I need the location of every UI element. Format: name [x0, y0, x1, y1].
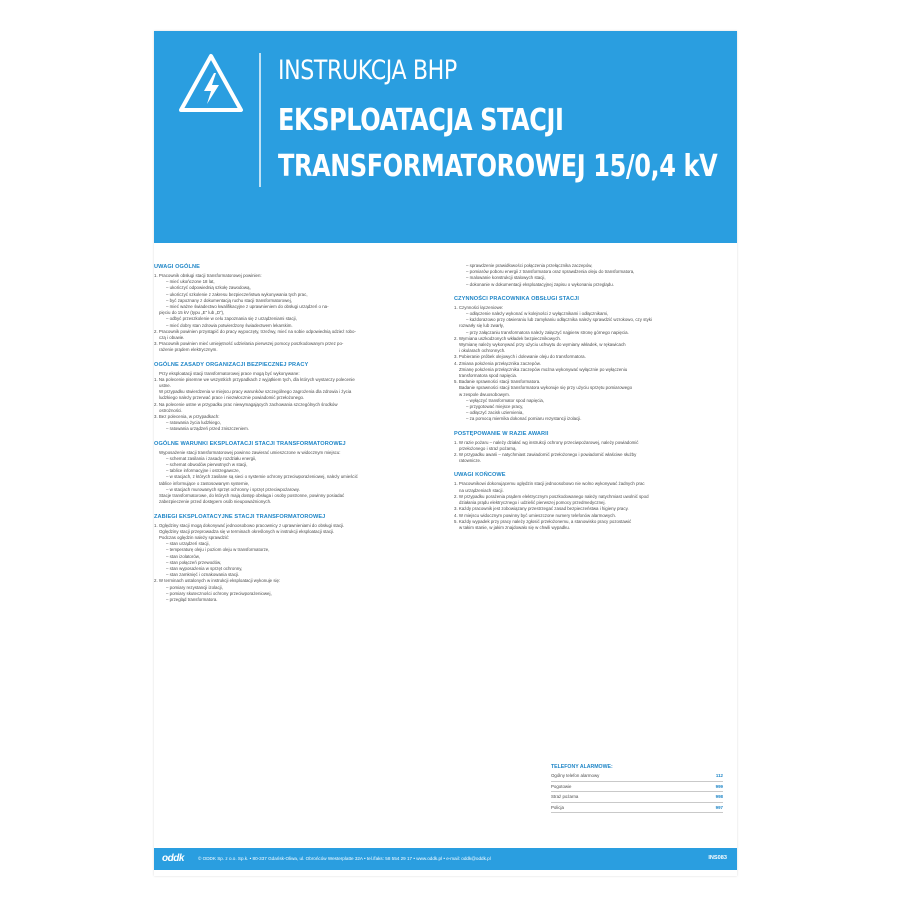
body-text-line: 2. W przypadku porażenia prądem elektrycznym poszkodowanego należy natychmiast uwolnić spod: [454, 493, 649, 499]
body-text-line: Oględziny stacji przeprowadza się w terminach określonych w instrukcji eksploatacji stacji.: [159, 528, 335, 534]
body-text-line: – stan połączeń przewodów,: [166, 559, 222, 565]
body-text-line: – pomiary rezystancji izolacji,: [166, 584, 223, 590]
alarm-phone-row: [551, 803, 723, 814]
body-text-line: – odbyć przeszkolenie w celu zapoznania się z urządzeniami stacji,: [166, 316, 297, 322]
body-text-line: w takim stanie, w jakim znajdowało się w chwili wypadku.: [459, 524, 571, 530]
body-text-line: rozwarły się lub zwarły,: [459, 323, 504, 329]
body-text-line: – odłączyć zacisk uziemienia,: [466, 410, 524, 416]
body-text-line: – stan urządzeń stacji,: [166, 541, 210, 547]
body-text-line: 1. Czynności łączeniowe:: [454, 304, 504, 310]
body-text-line: 3. Bez polecenia, w przypadkach:: [154, 414, 220, 420]
body-text-line: Podczas oględzin należy sprawdzić:: [159, 534, 230, 540]
body-text-line: – ratowania życia ludzkiego,: [166, 420, 221, 426]
body-text-line: – stan izolatorów,: [166, 553, 200, 559]
body-text-line: – przygotować miejsce pracy,: [466, 404, 524, 410]
body-text-line: i okularach ochronnych.: [459, 348, 506, 354]
header-subtitle: INSTRUKCJA BHP: [278, 55, 457, 86]
body-text-line: 2. Wymiana uszkodzonych wkładek bezpiecznikowych.: [454, 335, 562, 341]
body-text-line: – schemat zasilania i zasady rozdziału energii,: [166, 455, 257, 461]
section-title: UWAGI KOŃCOWE: [454, 472, 506, 479]
footer-doc-code: INS083: [708, 855, 727, 861]
body-text-line: transformatora spod napięcia.: [459, 373, 518, 379]
body-text-line: 1. Na polecenie pisemne we wszystkich przypadkach z wyjątkiem tych, dla których wystarczy polecenie: [154, 376, 355, 382]
alarm-phone-number: 998: [715, 794, 723, 800]
body-text-line: 5. Badanie sprawności stacji transformatora.: [454, 379, 541, 385]
body-text-line: Stacje transformatorowe, do których mają dostęp obsługa i osoby postronne, powinny posiadać: [159, 493, 345, 499]
body-text-line: w zespole dwuosobowym.: [459, 391, 511, 397]
alarm-phones-title: TELEFONY ALARMOWE:: [551, 764, 613, 770]
body-text-line: – za pomocą miernika dokonać pomiaru rezystancji izolacji.: [466, 416, 582, 422]
body-text-line: pięciu do 15 kV (typu „E” lub „D”),: [159, 310, 225, 316]
body-text-line: – być zapoznany z dokumentacją ruchu stacji transformatorowej,: [166, 297, 292, 303]
oddk-logo: oddk: [162, 853, 184, 864]
body-text-line: działania prądu elektrycznego i udzielić pierwszej pomocy przedmedycznej.: [459, 500, 606, 506]
body-text-line: – mieć ważne świadectwo kwalifikacyjne z uprawnieniem do obsługi urządzeń o na-: [166, 304, 329, 310]
section-title: OGÓLNE WARUNKI EKSPLOATACJI STACJI TRANSFORMATOROWEJ: [154, 440, 346, 447]
body-text-line: Wymianę należy wykonywać przy użyciu uchwytu do wymiany wkładek, w rękawicach: [459, 342, 626, 348]
safety-instruction-poster: [154, 31, 737, 876]
poster-header: [154, 31, 737, 243]
body-text-line: – ukończyć odpowiednią szkołę zawodową,: [166, 285, 251, 291]
alarm-phone-row: [551, 792, 723, 803]
body-text-line: Przy eksploatacji stacji transformatorowej prace mogą być wykonywane:: [159, 370, 300, 376]
body-text-line: 4. Zmiana położenia przełącznika zaczepów.: [454, 360, 541, 366]
body-text-line: 1. W razie pożaru – należy działać wg instrukcji ochrony przeciwpożarowej, należy powiadomić: [454, 439, 639, 445]
body-text-line: 4. W miejscu widocznym powinny być umieszczone numery telefonów alarmowych.: [454, 512, 617, 518]
body-text-line: – w stacjach murowanych sprzęt ochronny i sprzęt przeciwpożarowy.: [166, 486, 300, 492]
header-title-line1: EKSPLOATACJA STACJI: [278, 103, 564, 138]
body-text-line: na urządzeniach stacji.: [459, 487, 504, 493]
body-text-line: – odłączenie należy wykonać w kolejności z wyłącznikami i odłącznikami,: [466, 311, 609, 317]
section-title: POSTĘPOWANIE W RAZIE AWARII: [454, 430, 549, 437]
body-text-line: Zmianę położenia przełącznika zaczepów można wykonywać wyłącznie po wyłączeniu: [459, 366, 628, 372]
body-text-line: – malowanie konstrukcji stalowych stacji,: [466, 275, 546, 281]
body-text-line: – ukończyć szkolenie z zakresu bezpieczeństwa wykonywania tych prac,: [166, 291, 308, 297]
body-text-line: – w stacjach, z których zasilane są sieci o systemie ochrony przeciwporażeniowej, należy umieścić: [166, 474, 358, 480]
alarm-phone-label: Pogotowie: [551, 783, 572, 789]
body-text-line: – wyłączyć transformator spod napięcia,: [466, 397, 545, 403]
body-text-line: ustne.: [159, 383, 171, 389]
body-text-line: czą i obuwie.: [159, 335, 185, 341]
body-text-line: tablice informujące o zastosowanym systemie,: [159, 480, 250, 486]
section-title: OGÓLNE ZASADY ORGANIZACJI BEZPIECZNEJ PRACY: [154, 361, 309, 368]
body-text-line: – dokonanie w dokumentacji eksploatacyjnej zapisu o wykonaniu przeglądu.: [466, 281, 614, 287]
alarm-phone-label: Policja: [551, 804, 564, 810]
body-text-line: – pomiarów poboru energii z transformatora oraz sprawdzenia oleju do transformatora,: [466, 269, 635, 275]
alarm-phones-box: [551, 764, 723, 813]
body-text-line: 1. Pracownik obsługi stacji transformatorowej powinien:: [154, 273, 262, 278]
body-text-line: rażenie prądem elektrycznym.: [159, 347, 218, 353]
body-text-line: ostrożności.: [159, 407, 183, 413]
body-text-line: Wyposażenie stacji transformatorowej powinno zawierać umieszczone w widocznym miejscu:: [159, 449, 341, 455]
section-title: ZABIEGI EKSPLOATACYJNE STACJI TRANSFORMATOROWEJ: [154, 513, 326, 520]
body-text-line: – temperaturę oleju i poziom oleju w transformatorze,: [166, 547, 270, 553]
header-divider: [259, 53, 261, 187]
body-text-line: Badanie sprawności stacji transformatora wykonuje się przy użyciu sprzętu pomiarowego: [459, 385, 633, 391]
left-column: [154, 263, 437, 603]
body-text-line: – stan wyposażenia w sprzęt ochronny,: [166, 565, 243, 571]
body-text-line: ludzkiego należy przerwać prace i niezwłocznie powiadomić przełożonego.: [159, 395, 305, 401]
alarm-phone-row: [551, 771, 723, 782]
body-text-line: 2. W przypadku awarii – natychmiast zawiadomić przełożonego i powiadomić właściwe służby: [454, 452, 637, 458]
body-text-line: 1. Oględziny stacji mogą dokonywać jednoosobowo pracownicy z uprawnieniami do obsługi stacji.: [154, 522, 345, 528]
header-title-line2: TRANSFORMATOROWEJ 15/0,4 kV: [278, 149, 718, 184]
high-voltage-warning-icon: [178, 53, 244, 113]
body-text-line: ratownicze.: [459, 458, 482, 464]
body-text-line: – mieć ukończone 18 lat,: [166, 279, 215, 285]
body-text-line: 2. W terminach ustalonych w instrukcji eksploatacji wykonuje się:: [154, 578, 281, 584]
body-text-line: przełożonego i straż pożarną.: [459, 445, 517, 451]
alarm-phone-number: 112: [715, 773, 723, 778]
alarm-phone-label: Straż pożarna: [551, 794, 579, 800]
body-text-line: – przy załączaniu transformatora należy załączyć najpierw stronę górnego napięcia.: [466, 329, 629, 335]
body-text-line: zabezpieczenie przed dostępem osób nieupoważnionych.: [159, 499, 272, 505]
alarm-phone-number: 999: [715, 783, 723, 789]
body-text-line: W przypadku stwierdzenia w miejscu pracy warunków szczególnego zagrożenia dla zdrowia i życia: [159, 389, 352, 395]
body-text-line: 2. Pracownik powinien przystąpić do pracy wypoczęty, trzeźwy, mieć na sobie odpowiednią odzież robo-: [154, 328, 356, 334]
body-text-line: – tablice informacyjne i ostrzegawcze,: [166, 468, 240, 474]
body-text-line: 1. Pracownikowi dokonującemu oględzin stacji jednoosobowo nie wolno wykonywać żadnych prac: [454, 481, 645, 487]
body-text-line: – mieć dobry stan zdrowia potwierdzony świadectwem lekarskim.: [166, 322, 293, 328]
body-text-line: – schemat obwodów pierwotnych w stacji,: [166, 462, 248, 468]
alarm-phone-number: 997: [715, 804, 723, 810]
section-title: CZYNNOŚCI PRACOWNIKA OBSŁUGI STACJI: [454, 295, 580, 302]
body-text-line: 2. Na polecenie ustne w przypadku prac niewymagających zachowania szczególnych środków: [154, 401, 338, 407]
body-text-line: – przegląd transformatora.: [166, 596, 218, 602]
body-text-line: – pomiary skuteczności ochrony przeciwporażeniowej,: [166, 590, 272, 596]
body-text-line: – każdorazowo przy otwieraniu lub zamykaniu odłącznika należy sprawdzić wzrokowo, czy styki: [466, 317, 652, 323]
right-column: [454, 263, 737, 531]
body-text-line: – ratowania urządzeń przed zniszczeniem.: [166, 426, 249, 432]
body-text-line: 3. Pobieranie próbek olejowych i dolewanie oleju do transformatora.: [454, 354, 586, 360]
body-text-line: 3. Pracownik powinien mieć umiejętność udzielania pierwszej pomocy poszkodowanym przez po-: [154, 341, 344, 347]
body-text-line: – sprawdzenie prawidłowości połączenia przełącznika zaczepów,: [466, 263, 593, 268]
body-text-line: – stan zamknięć i oznakowania stacji.: [166, 572, 240, 578]
poster-footer: [154, 848, 737, 870]
body-text-line: 5. Każdy wypadek przy pracy należy zgłosić przełożonemu, a stanowisko pracy pozostawić: [454, 518, 632, 524]
alarm-phone-row: [551, 782, 723, 793]
footer-contact-text: © ODDK Sp. z o.o. Sp.k. • 80-337 Gdańsk-Oliwa, ul. Obrońców Westerplatte 32A • tel./faks: 58 554 29 17 • www.oddk.pl • e-mail: oddk@oddk.pl: [198, 856, 491, 861]
alarm-phone-label: Ogólny telefon alarmowy: [551, 773, 600, 778]
body-text-line: 3. Każdy pracownik jest zobowiązany przestrzegać zasad bezpieczeństwa i higieny pracy.: [454, 506, 629, 512]
section-title: UWAGI OGÓLNE: [154, 264, 200, 270]
